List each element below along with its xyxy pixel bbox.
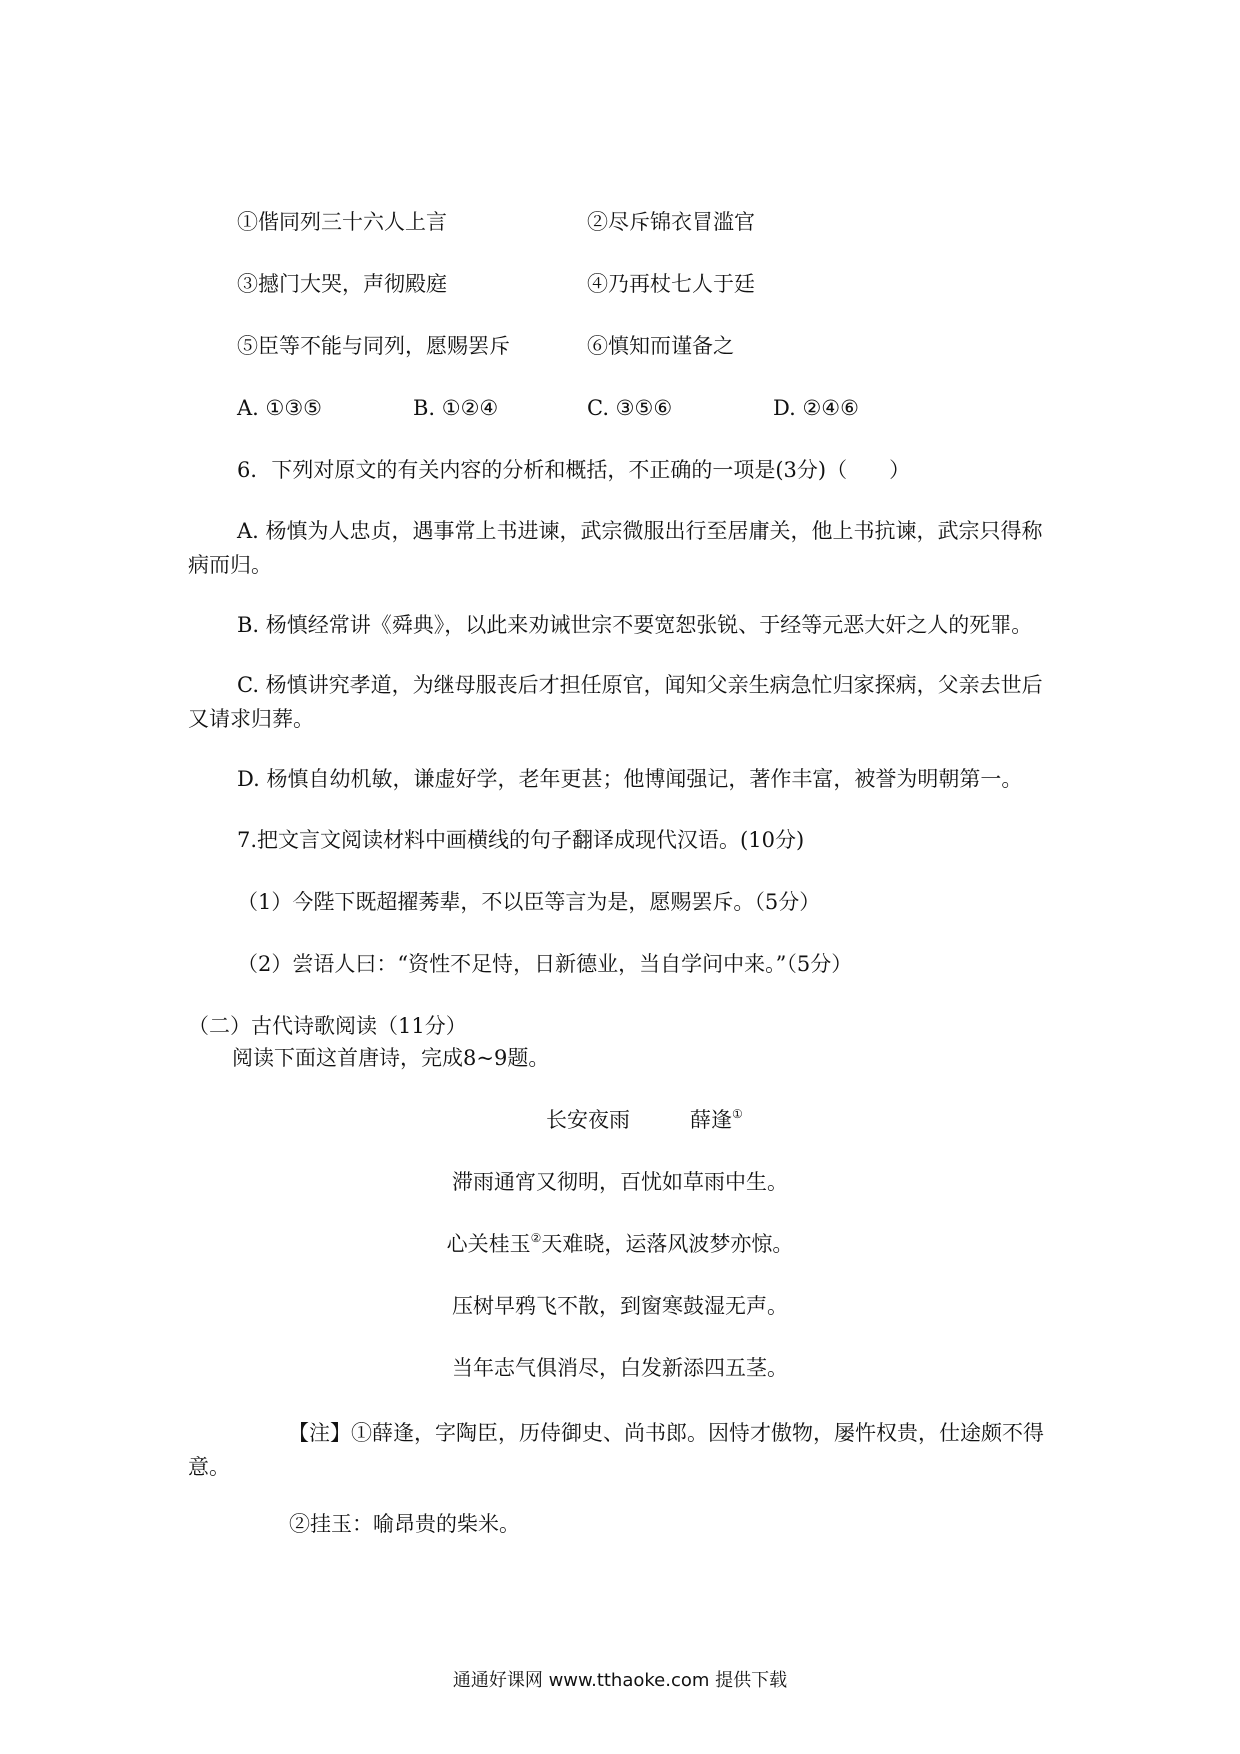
poem-line-2-part-a: 心关桂玉 bbox=[446, 1232, 531, 1256]
question-6-stem: 6．下列对原文的有关内容的分析和概括，不正确的一项是(3分)（ ） bbox=[237, 458, 911, 482]
option-3: ③撼门大哭，声彻殿庭 bbox=[237, 272, 447, 296]
poem-author-note-mark: ① bbox=[732, 1107, 743, 1121]
choice-b: B. ①②④ bbox=[413, 396, 499, 420]
option-4: ④乃再杖七人于廷 bbox=[587, 272, 755, 296]
option-6: ⑥慎知而谨备之 bbox=[587, 334, 734, 358]
poem-author-name: 薛逢 bbox=[690, 1108, 732, 1132]
choice-d: D. ②④⑥ bbox=[773, 396, 859, 420]
poem-line-3: 压树早鸦飞不散，到窗寒鼓湿无声。 bbox=[452, 1294, 788, 1318]
poem-author bbox=[690, 1106, 743, 1134]
choice-a: A. ①③⑤ bbox=[237, 396, 322, 420]
poem-line-2 bbox=[0, 1230, 1240, 1258]
note-2: ②挂玉：喻昂贵的柴米。 bbox=[289, 1512, 520, 1536]
question-6-option-d: D. 杨慎自幼机敏，谦虚好学，老年更甚；他博闻强记，著作丰富，被誉为明朝第一。 bbox=[237, 767, 1023, 791]
question-6-option-a: A. 杨慎为人忠贞，遇事常上书进谏，武宗微服出行至居庸关，他上书抗谏，武宗只得称病而归。 bbox=[188, 519, 1043, 577]
question-7-stem: 7.把文言文阅读材料中画横线的句子翻译成现代汉语。(10分) bbox=[237, 828, 805, 852]
question-6-option-c: C. 杨慎讲究孝道，为继母服丧后才担任原官，闻知父亲生病急忙归家探病，父亲去世后又请求归葬。 bbox=[188, 673, 1043, 731]
poem-line-2-part-b: 天难晓，运落风波梦亦惊。 bbox=[541, 1232, 794, 1256]
note-1: 【注】①薛逢，字陶臣，历侍御史、尚书郎。因恃才傲物，屡忤权贵，仕途颇不得意。 bbox=[188, 1421, 1044, 1479]
question-7-item-1: （1）今陛下既超擢莠辈，不以臣等言为是，愿赐罢斥。（5分） bbox=[237, 890, 821, 914]
option-5: ⑤臣等不能与同列，愿赐罢斥 bbox=[237, 334, 510, 358]
question-7-item-2: （2）尝语人曰：“资性不足恃，日新德业，当自学问中来。”（5分） bbox=[237, 952, 853, 976]
section-heading: （二）古代诗歌阅读（11分） bbox=[188, 1014, 467, 1038]
poem-line-1: 滞雨通宵又彻明，百忧如草雨中生。 bbox=[452, 1170, 788, 1194]
section-intro: 阅读下面这首唐诗，完成8~9题。 bbox=[232, 1046, 550, 1070]
footer: 通通好课网 www.tthaoke.com 提供下载 bbox=[452, 1670, 788, 1691]
poem-line-2-note-mark: ② bbox=[530, 1231, 542, 1245]
choice-c: C. ③⑤⑥ bbox=[587, 396, 673, 420]
question-6-option-b: B. 杨慎经常讲《舜典》，以此来劝诫世宗不要宽恕张锐、于经等元恶大奸之人的死罪。 bbox=[237, 613, 1033, 637]
option-2: ②尽斥锦衣冒滥官 bbox=[587, 210, 755, 234]
poem-line-4: 当年志气俱消尽，白发新添四五茎。 bbox=[452, 1356, 788, 1380]
option-1: ①偕同列三十六人上言 bbox=[237, 210, 447, 234]
poem-title: 长安夜雨 bbox=[546, 1108, 630, 1132]
